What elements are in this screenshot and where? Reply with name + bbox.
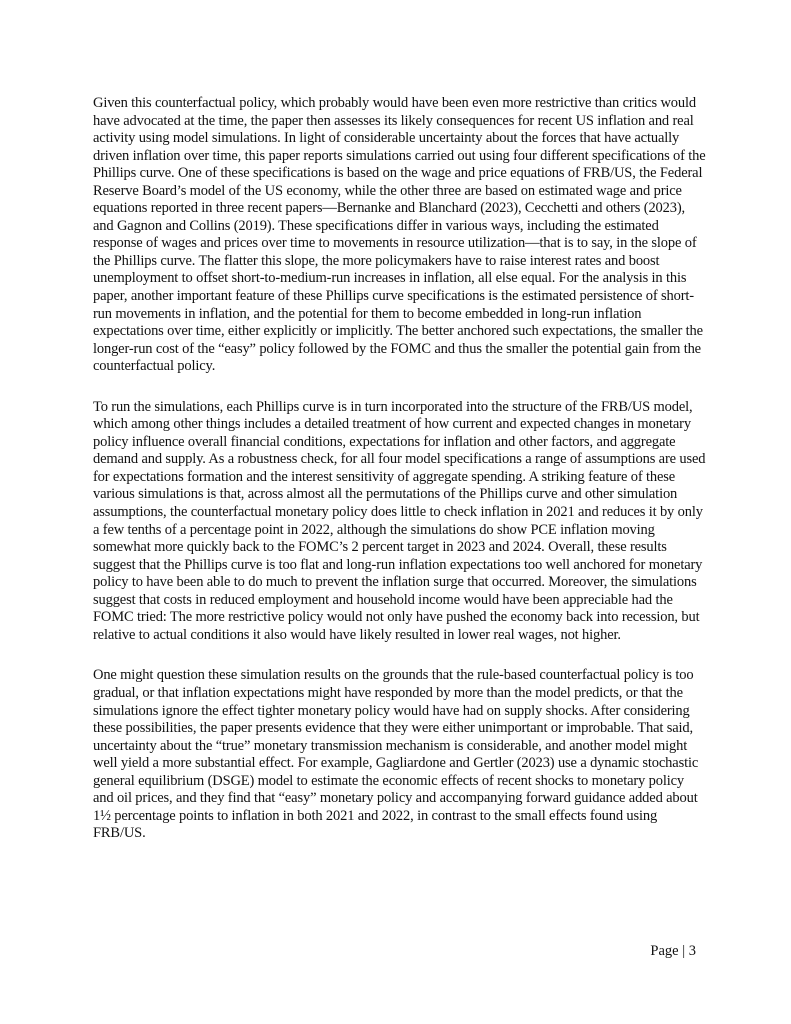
body-text [93, 95, 706, 866]
paragraph-counterfactual-policy: Given this counterfactual policy, which probably would have been even more restrictive than critics would have advocated at the time, the paper then assesses its likely consequences for recent US inflation and real activity using model simulations. In light of considerable uncertainty about the forces that have actually driven inflation over time, this paper reports simulations carried out using four different specifications of the Phillips curve. One of these specifications is based on the wage and price equations of FRB/US, the Federal Reserve Board’s model of the US economy, while the other three are based on estimated wage and price equations reported in three recent papers—Bernanke and Blanchard (2023), Cecchetti and others (2023), and Gagnon and Collins (2019). These specifications differ in various ways, including the estimated response of wages and prices over time to movements in resource utilization—that is to say, in the slope of the Phillips curve. The flatter this slope, the more policymakers have to raise interest rates and boost unemployment to offset short-to-medium-run increases in inflation, all else equal. For the analysis in this paper, another important feature of these Phillips curve specifications is the estimated persistence of short-run movements in inflation, and the potential for them to become embedded in long-run inflation expectations over time, either explicitly or implicitly. The better anchored such expectations, the smaller the longer-run cost of the “easy” policy followed by the FOMC and thus the smaller the potential gain from the counterfactual policy. [93, 95, 706, 375]
paragraph-simulations: To run the simulations, each Phillips curve is in turn incorporated into the structure of the FRB/US model, which among other things includes a detailed treatment of how current and expected changes in monetary policy influence overall financial conditions, expectations for inflation and other factors, and aggregate demand and supply. As a robustness check, for all four model specifications a range of assumptions are used for expectations formation and the interest sensitivity of aggregate spending. A striking feature of these various simulations is that, across almost all the permutations of the Phillips curve and other simulation assumptions, the counterfactual monetary policy does little to check inflation in 2021 and reduces it by only a few tenths of a percentage point in 2022, although the simulations do show PCE inflation moving somewhat more quickly back to the FOMC’s 2 percent target in 2023 and 2024. Overall, these results suggest that the Phillips curve is too flat and long-run inflation expectations too well anchored for monetary policy to have been able to do much to prevent the inflation surge that occurred. Moreover, the simulations suggest that costs in reduced employment and household income would have been appreciable had the FOMC tried: The more restrictive policy would not only have pushed the economy back into recession, but relative to actual conditions it also would have likely resulted in lower real wages, not higher. [93, 398, 706, 643]
paragraph-robustness: One might question these simulation results on the grounds that the rule-based counterfactual policy is too gradual, or that inflation expectations might have responded by more than the model predicts, or that the simulations ignore the effect tighter monetary policy would have had on supply shocks. After considering these possibilities, the paper presents evidence that they were either unimportant or improbable. That said, uncertainty about the “true” monetary transmission mechanism is considerable, and another model might well yield a more substantial effect. For example, Gagliardone and Gertler (2023) use a dynamic stochastic general equilibrium (DSGE) model to estimate the economic effects of recent shocks to monetary policy and oil prices, and they find that “easy” monetary policy and accompanying forward guidance added about 1½ percentage points to inflation in both 2021 and 2022, in contrast to the small effects found using FRB/US. [93, 667, 699, 842]
page-number-footer: Page | 3 [650, 943, 696, 959]
